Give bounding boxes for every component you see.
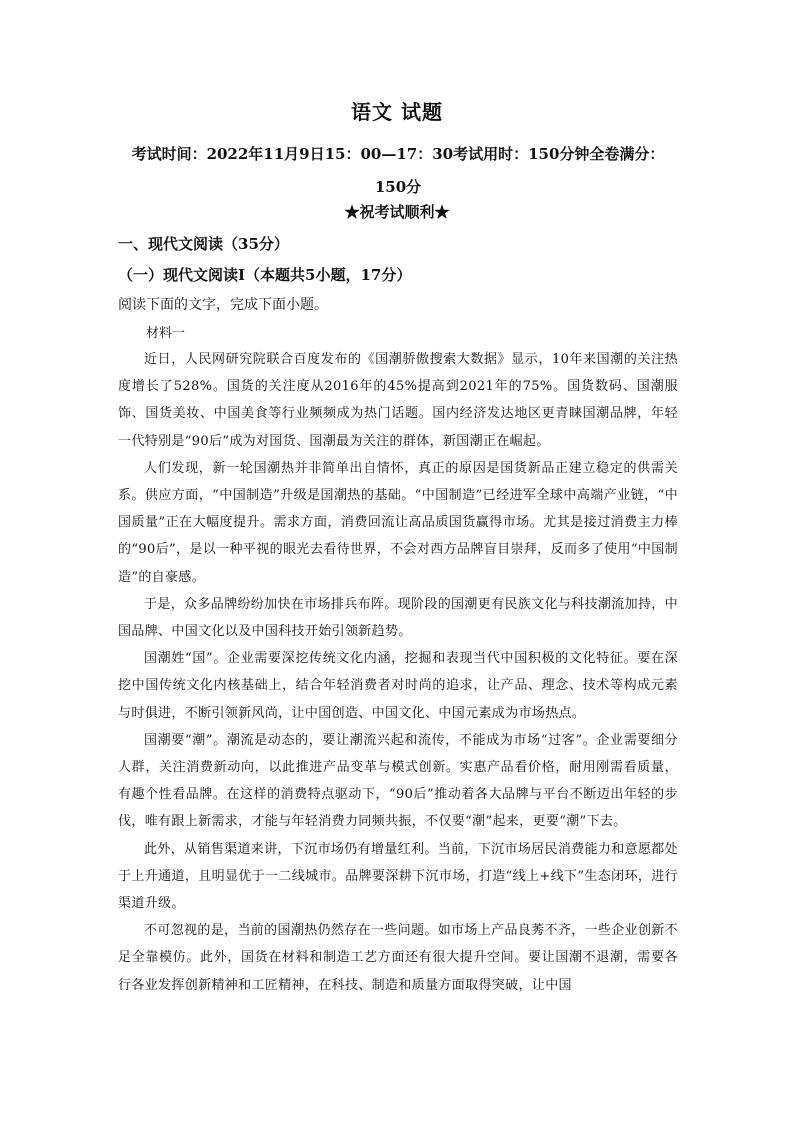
subsection-heading: （一）现代文阅读Ⅰ（本题共5小题，17分） bbox=[118, 266, 412, 284]
paragraph: 国潮要“潮”。潮流是动态的，要让潮流兴起和流传，不能成为市场“过客”。企业需要细分人群，关注消费新动向，以此推进产品变革与模式创新。实惠产品看价格，耐用刚需看质量，有趣个性看品牌。在这样的消费特点驱动下，“90后”推动着各大品牌与平台不断迈出年轻的步伐，唯有跟上新需求，才能与年轻消费力同频共振，不仅要“潮”起来，更要“潮”下去。 bbox=[118, 732, 678, 830]
paragraph: 人们发现，新一轮国潮热并非简单出自情怀，真正的原因是国货新品正建立稳定的供需关系。供应方面，“中国制造”升级是国潮热的基础。“中国制造”已经进军全球中高端产业链，“中国质量”正在大幅度提升。需求方面，消费回流让高品质国货赢得市场。尤其是接过消费主力棒的“90后”，是以一种平视的眼光去看待世界，不会对西方品牌盲目崇拜，反而多了使用“中国制造”的自豪感。 bbox=[118, 460, 678, 585]
section-heading: 一、现代文阅读（35分） bbox=[118, 235, 289, 253]
paragraph: 不可忽视的是，当前的国潮热仍然存在一些问题。如市场上产品良莠不齐，一些企业创新不足全靠模仿。此外，国货在材料和制造工艺方面还有很大提升空间。要让国潮不退潮，需要各行各业发挥创新精神和工匠精神，在科技、制造和质量方面取得突破，让中国 bbox=[118, 923, 679, 993]
paragraph: 近日，人民网研究院联合百度发布的《国潮骄傲搜索大数据》显示，10年来国潮的关注热度增长了528%。国货的关注度从2016年的45%提高到2021年的75%。国货数码、国潮服饰、国货美妆、中国美食等行业频频成为热门话题。国内经济发达地区更青睐国潮品牌，年轻一代特别是“90后”成为对国货、国潮最为关注的群体，新国潮正在崛起。 bbox=[118, 352, 678, 449]
paragraph: 于是，众多品牌纷纷加快在市场排兵布阵。现阶段的国潮更有民族文化与科技潮流加持，中国品牌、中国文化以及中国科技开始引领新趋势。 bbox=[118, 596, 679, 640]
instruction-text: 阅读下面的文字，完成下面小题。 bbox=[118, 297, 328, 313]
exam-info: 考试时间：2022年11月9日15：00—17：30考试用时：150分钟全卷满分：150分 bbox=[131, 145, 665, 196]
paragraph: 此外，从销售渠道来讲，下沉市场仍有增量红利。当前，下沉市场居民消费能力和意愿都处于上升通道，且明显优于一二线城市。品牌要深耕下沉市场，打造“线上+线下”生态闭环，进行渠道升级。 bbox=[118, 841, 679, 912]
material-label: 材料一 bbox=[146, 326, 186, 341]
paragraph: 国潮姓“国”。企业需要深挖传统文化内涵，挖掘和表现当代中国积极的文化特征。要在深挖中国传统文化内核基础上，结合年轻消费者对时尚的追求，让产品、理念、技术等构成元素与时俱进，不断引领新风尚，让中国创造、中国文化、中国元素成为市场热点。 bbox=[118, 651, 678, 721]
exam-wish: ★祝考试顺利★ bbox=[344, 203, 450, 221]
passage-body bbox=[118, 346, 678, 999]
page-title: 语文 试题 bbox=[351, 100, 443, 124]
